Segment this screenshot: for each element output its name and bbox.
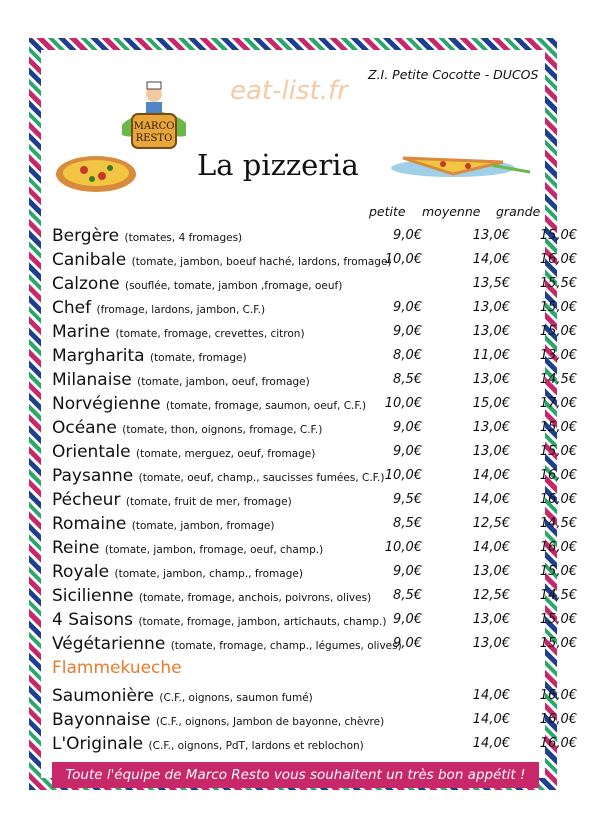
price-small: 10,0€ <box>384 252 422 267</box>
price-large: 16,0€ <box>539 252 577 267</box>
menu-row <box>52 684 577 706</box>
item-name: Royale <box>52 562 110 582</box>
price-small: 9,0€ <box>393 420 422 435</box>
price-small: 8,5€ <box>393 588 422 603</box>
item-name: Bayonnaise <box>52 710 151 730</box>
item-ingredients: (tomate, jambon, champ., fromage) <box>114 568 303 580</box>
item-name-wrap <box>52 514 274 534</box>
price-medium: 14,0€ <box>472 252 510 267</box>
price-small: 8,0€ <box>393 348 422 363</box>
price-medium: 11,0€ <box>472 348 510 363</box>
price-large: 16,0€ <box>539 688 577 703</box>
price-medium: 13,0€ <box>472 300 510 315</box>
item-ingredients: (C.F., oignons, Jambon de bayonne, chèvre) <box>155 716 385 728</box>
menu-row <box>52 464 577 486</box>
price-large: 15,0€ <box>539 300 577 315</box>
page-title: La pizzeria <box>197 148 359 182</box>
price-medium: 13,0€ <box>472 636 510 651</box>
price-medium: 13,0€ <box>472 564 510 579</box>
column-header-medium: moyenne <box>422 204 481 219</box>
price-medium: 13,0€ <box>472 612 510 627</box>
item-ingredients: (C.F., oignons, saumon fumé) <box>159 692 313 704</box>
item-ingredients: (tomate, jambon, oeuf, fromage) <box>137 376 310 388</box>
price-medium: 12,5€ <box>472 588 510 603</box>
item-name: L'Originale <box>52 734 144 754</box>
item-name: Calzone <box>52 274 120 294</box>
column-header-large: grande <box>496 204 541 219</box>
item-ingredients: (tomate, fromage, anchois, poivrons, olives) <box>138 592 372 604</box>
item-name: Marine <box>52 322 111 342</box>
item-ingredients: (fromage, lardons, jambon, C.F.) <box>96 304 266 316</box>
price-medium: 15,0€ <box>472 396 510 411</box>
item-ingredients: (tomate, fromage, crevettes, citron) <box>115 328 305 340</box>
item-name: Romaine <box>52 514 127 534</box>
price-medium: 12,5€ <box>472 516 510 531</box>
price-medium: 14,0€ <box>472 688 510 703</box>
item-name: Canibale <box>52 250 127 270</box>
price-small: 10,0€ <box>384 396 422 411</box>
menu-row <box>52 248 577 270</box>
item-name-wrap <box>52 274 342 294</box>
location-label: Z.I. Petite Cocotte - DUCOS <box>368 67 539 82</box>
price-large: 13,0€ <box>539 348 577 363</box>
price-large: 16,0€ <box>539 712 577 727</box>
price-small: 9,0€ <box>393 324 422 339</box>
item-name-wrap <box>52 442 315 462</box>
item-name: Margharita <box>52 346 145 366</box>
price-small: 9,5€ <box>393 492 422 507</box>
price-medium: 13,0€ <box>472 420 510 435</box>
price-large: 14,5€ <box>539 372 577 387</box>
logo-text-resto: RESTO <box>135 133 173 144</box>
price-large: 15,0€ <box>539 564 577 579</box>
price-large: 15,0€ <box>539 444 577 459</box>
price-small: 10,0€ <box>384 540 422 555</box>
price-medium: 14,0€ <box>472 712 510 727</box>
item-name: Chef <box>52 298 92 318</box>
price-large: 15,0€ <box>539 612 577 627</box>
item-name-wrap <box>52 634 402 654</box>
price-large: 16,0€ <box>539 736 577 751</box>
menu-row <box>52 632 577 654</box>
menu-row <box>52 344 577 366</box>
item-name: Végétarienne <box>52 634 166 654</box>
item-ingredients: (C.F., oignons, PdT, lardons et reblochon) <box>148 740 364 752</box>
item-name-wrap <box>52 322 305 342</box>
menu-row <box>52 296 577 318</box>
price-large: 14,5€ <box>539 516 577 531</box>
item-ingredients: (souflée, tomate, jambon ,fromage, oeuf) <box>124 280 343 292</box>
menu-row <box>52 320 577 342</box>
price-large: 17,0€ <box>539 396 577 411</box>
item-name-wrap <box>52 466 384 486</box>
item-name: Orientale <box>52 442 131 462</box>
item-name-wrap <box>52 538 323 558</box>
item-name: Pécheur <box>52 490 121 510</box>
item-name-wrap <box>52 370 310 390</box>
price-large: 16,0€ <box>539 540 577 555</box>
menu-row <box>52 732 577 754</box>
item-name-wrap <box>52 298 265 318</box>
price-small: 9,0€ <box>393 228 422 243</box>
item-ingredients: (tomate, fromage, saumon, oeuf, C.F.) <box>166 400 367 412</box>
price-small: 9,0€ <box>393 564 422 579</box>
logo-text-marco: MARCO <box>133 121 175 132</box>
menu-row <box>52 392 577 414</box>
item-name-wrap <box>52 250 392 270</box>
item-name: Paysanne <box>52 466 134 486</box>
item-name-wrap <box>52 562 303 582</box>
price-large: 15,0€ <box>539 636 577 651</box>
menu-row <box>52 488 577 510</box>
item-name-wrap <box>52 734 364 754</box>
price-medium: 13,0€ <box>472 372 510 387</box>
item-name: 4 Saisons <box>52 610 134 630</box>
price-large: 14,5€ <box>539 588 577 603</box>
item-name-wrap <box>52 394 366 414</box>
item-ingredients: (tomates, 4 fromages) <box>124 232 243 244</box>
price-medium: 13,0€ <box>472 228 510 243</box>
menu-row <box>52 368 577 390</box>
price-medium: 14,0€ <box>472 540 510 555</box>
menu-row <box>52 708 577 730</box>
section-title-flammekueche: Flammekueche <box>52 658 182 678</box>
price-large: 15,5€ <box>539 276 577 291</box>
item-name-wrap <box>52 418 322 438</box>
item-name-wrap <box>52 610 386 630</box>
price-small: 8,5€ <box>393 516 422 531</box>
item-ingredients: (tomate, oeuf, champ., saucisses fumées, C.F.) <box>138 472 385 484</box>
item-name-wrap <box>52 686 313 706</box>
item-ingredients: (tomate, fruit de mer, fromage) <box>125 496 292 508</box>
price-large: 15,0€ <box>539 228 577 243</box>
item-ingredients: (tomate, jambon, fromage) <box>131 520 275 532</box>
price-medium: 14,0€ <box>472 492 510 507</box>
footer-banner: Toute l'équipe de Marco Resto vous souhaitent un très bon appétit ! <box>52 762 539 788</box>
item-ingredients: (tomate, merguez, oeuf, fromage) <box>136 448 316 460</box>
item-ingredients: (tomate, fromage, jambon, artichauts, champ.) <box>138 616 387 628</box>
price-small: 8,5€ <box>393 372 422 387</box>
price-medium: 13,0€ <box>472 444 510 459</box>
menu-row <box>52 224 577 246</box>
price-small: 9,0€ <box>393 300 422 315</box>
item-name: Saumonière <box>52 686 154 706</box>
item-ingredients: (tomate, thon, oignons, fromage, C.F.) <box>122 424 323 436</box>
price-large: 15,0€ <box>539 420 577 435</box>
price-medium: 13,5€ <box>472 276 510 291</box>
menu-row <box>52 584 577 606</box>
item-ingredients: (tomate, jambon, fromage, oeuf, champ.) <box>104 544 324 556</box>
item-name: Bergère <box>52 226 120 246</box>
menu-row <box>52 560 577 582</box>
price-small: 10,0€ <box>384 468 422 483</box>
menu-row <box>52 608 577 630</box>
price-small: 9,0€ <box>393 636 422 651</box>
marco-resto-logo <box>122 80 186 152</box>
item-name-wrap <box>52 226 242 246</box>
price-large: 15,0€ <box>539 324 577 339</box>
item-ingredients: (tomate, fromage, champ., légumes, olives) <box>170 640 402 652</box>
pizza-icon <box>52 148 140 196</box>
price-medium: 13,0€ <box>472 324 510 339</box>
price-small: 9,0€ <box>393 444 422 459</box>
watermark: eat-list.fr <box>230 76 348 106</box>
item-name-wrap <box>52 586 371 606</box>
menu-row <box>52 536 577 558</box>
price-medium: 14,0€ <box>472 736 510 751</box>
item-ingredients: (tomate, fromage) <box>149 352 247 364</box>
item-name-wrap <box>52 490 292 510</box>
column-header-small: petite <box>369 204 406 219</box>
item-ingredients: (tomate, jambon, boeuf haché, lardons, fromage) <box>131 256 392 268</box>
item-name-wrap <box>52 710 384 730</box>
item-name: Océane <box>52 418 117 438</box>
item-name: Sicilienne <box>52 586 134 606</box>
item-name: Reine <box>52 538 100 558</box>
item-name-wrap <box>52 346 247 366</box>
item-name: Norvégienne <box>52 394 161 414</box>
price-small: 9,0€ <box>393 612 422 627</box>
item-name: Milanaise <box>52 370 132 390</box>
menu-row <box>52 512 577 534</box>
menu-row <box>52 416 577 438</box>
menu-row <box>52 440 577 462</box>
price-large: 16,0€ <box>539 492 577 507</box>
pizza-slice-plate-icon <box>383 148 533 180</box>
price-large: 16,0€ <box>539 468 577 483</box>
menu-row <box>52 272 577 294</box>
price-medium: 14,0€ <box>472 468 510 483</box>
